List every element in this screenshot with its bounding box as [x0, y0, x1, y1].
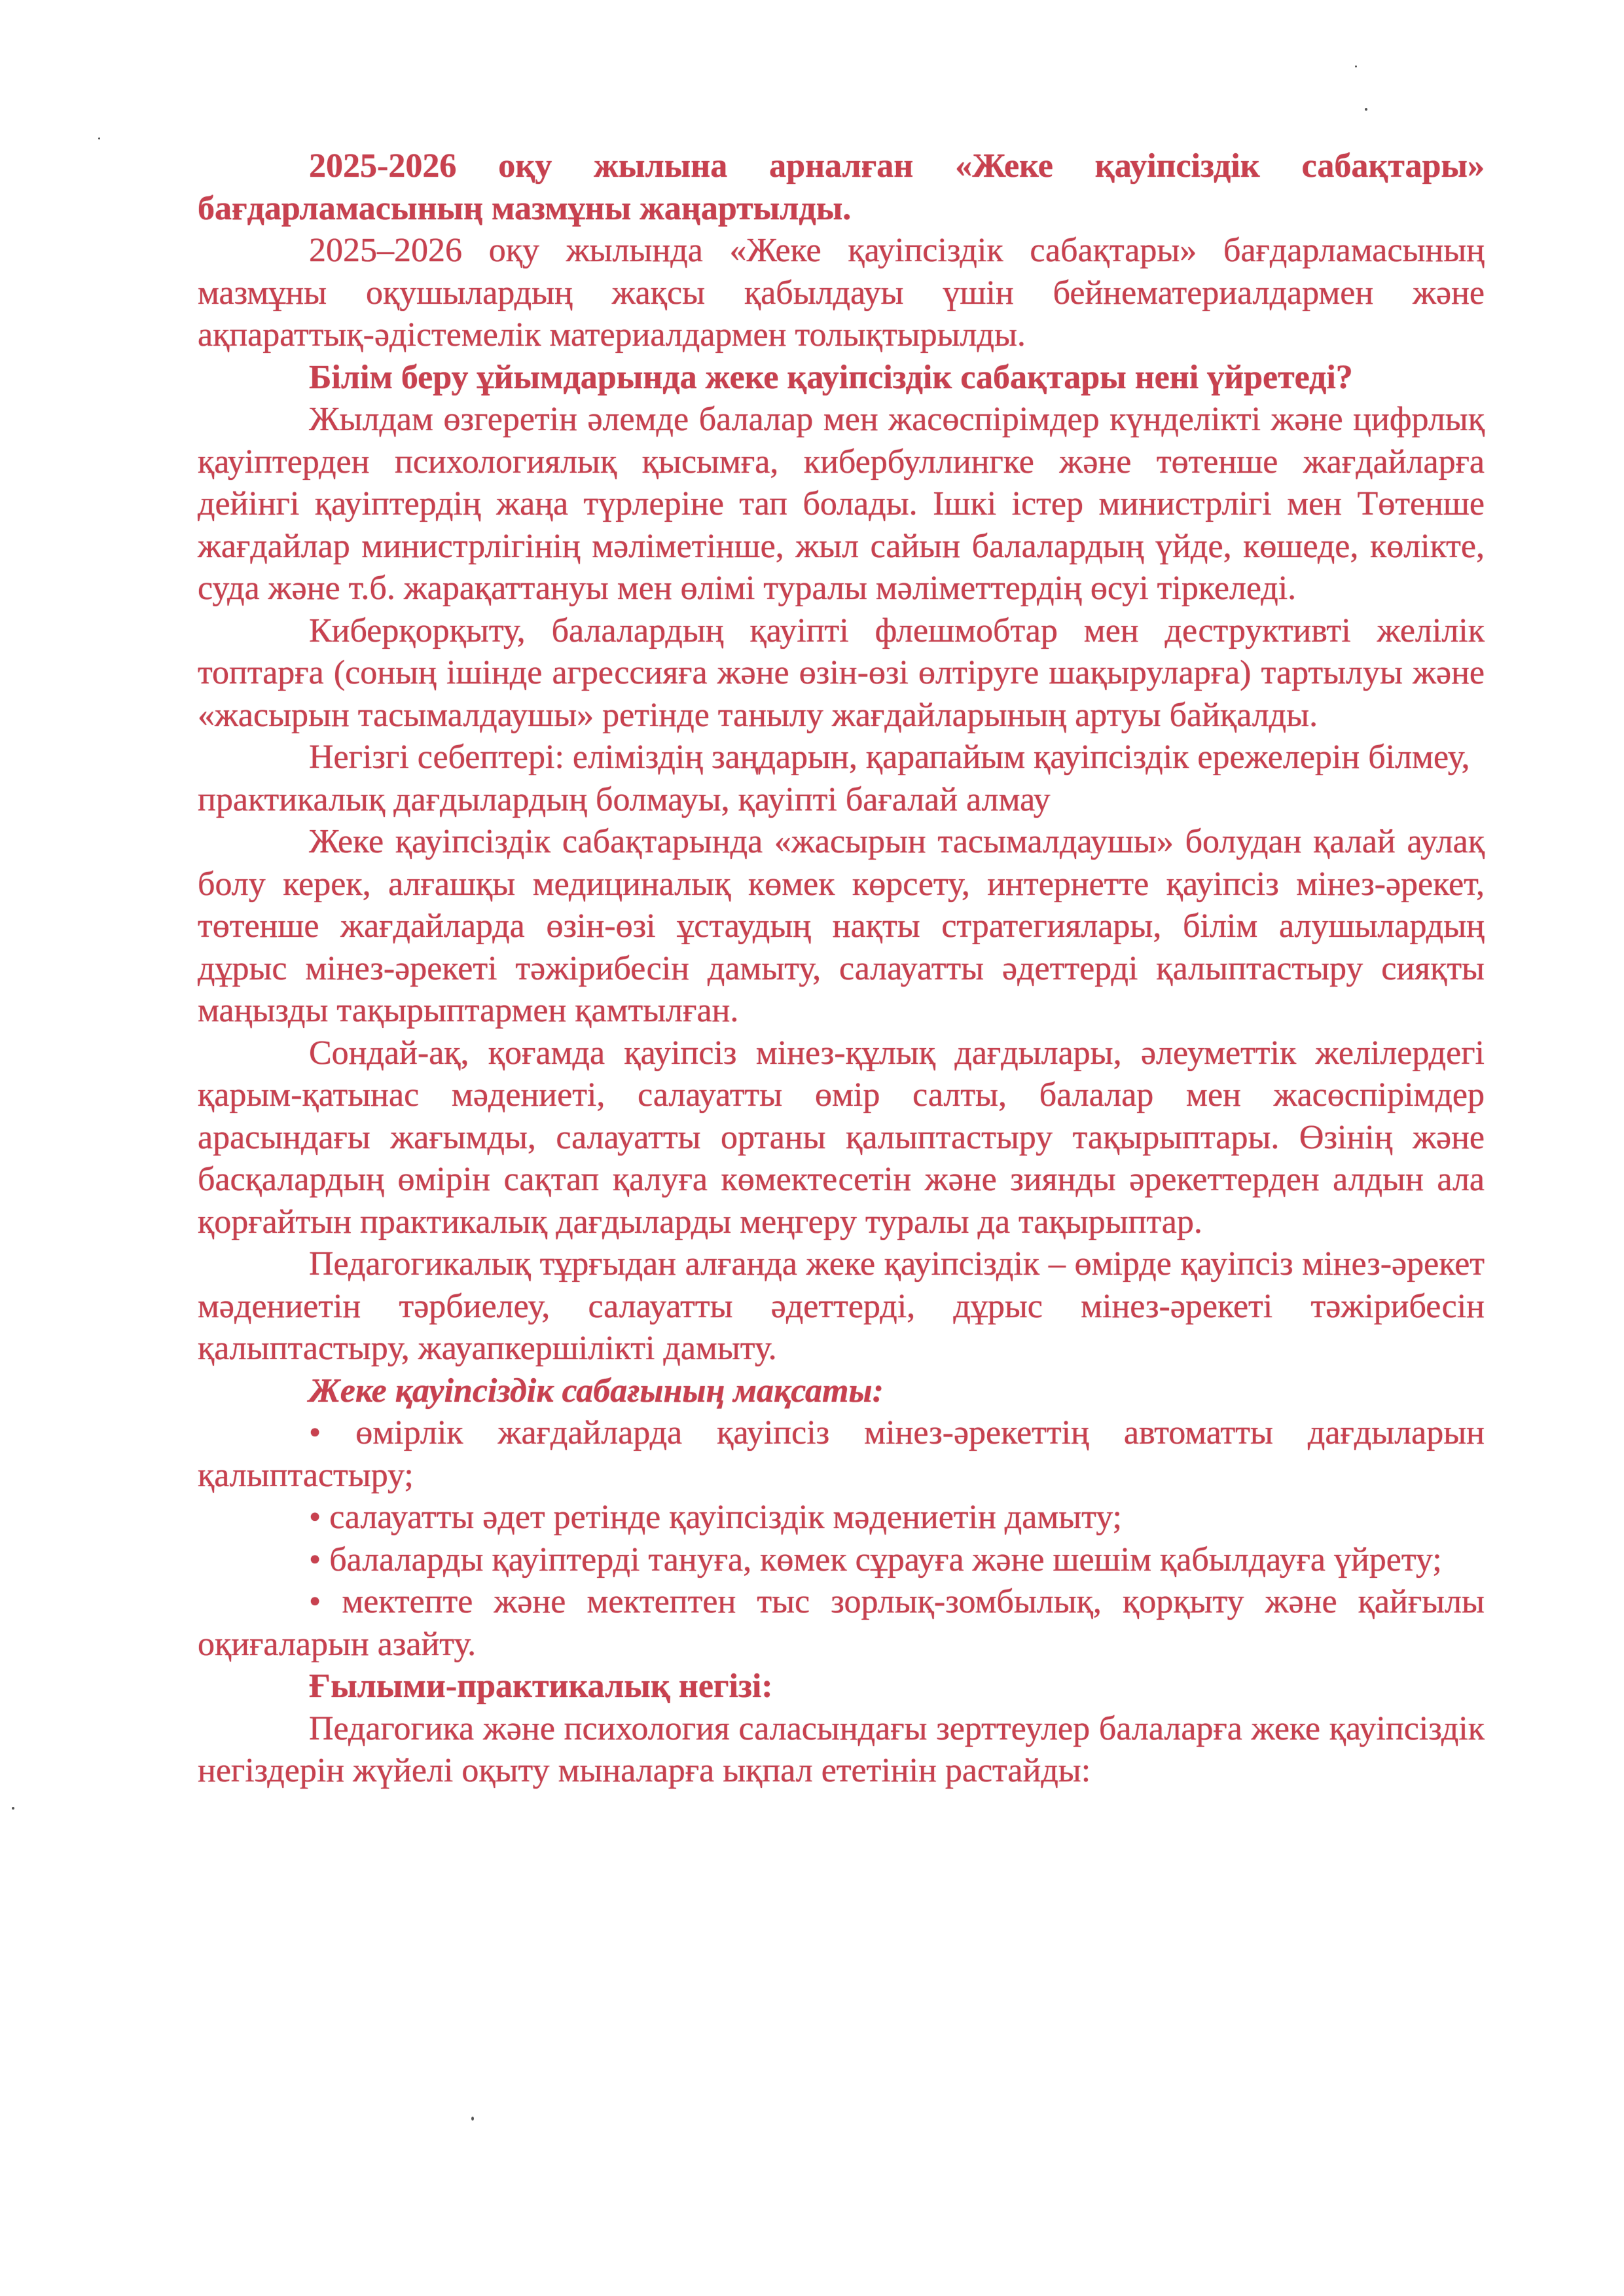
scan-speck — [1355, 65, 1357, 67]
intro-paragraph: 2025–2026 оқу жылында «Жеке қауіпсіздік сабақтары» бағдарламасының мазмұны оқушылардың жақсы қабылдауы үшін бейнематериалдармен және ақпараттық-әдістемелік материалдармен толықтырылды. — [198, 232, 1485, 354]
body-paragraph: Киберқорқыту, балалардың қауіпті флешмобтар мен деструктивті желілік топтарға (соның ішінде агрессияға және өзін-өзі өлтіруге шақыруларға) тартылуы және «жасырын тасымалдаушы» ретінде танылу жағдайларының артуы байқалды. — [198, 611, 1485, 734]
scan-speck — [471, 2117, 474, 2121]
body-paragraph: Жылдам өзгеретін әлемде балалар мен жасөспірімдер күнделікті және цифрлық қауіптерден психологиялық қысымға, кибербуллингке және төтенше жағдайларға дейінгі қауіптердің жаңа түрлеріне тап болады. Ішкі істер министрлігі мен Төтенше жағдайлар министрлігінің мәліметінше, жыл сайын балалардың үйде, көшеде, көлікте, суда және т.б. жарақаттануы мен өлімі туралы мәліметтердің өсуі тіркеледі. — [198, 401, 1485, 607]
basis-heading: Ғылыми-практикалық негізі: — [309, 1667, 773, 1705]
goal-item: • мектепте және мектептен тыс зорлық-зомбылық, қорқыту және қайғылы оқиғаларын азайту. — [198, 1581, 1485, 1666]
document-page — [198, 145, 1485, 1793]
document-title: 2025-2026 оқу жылына арналған «Жеке қауіпсіздік сабақтары» бағдарламасының мазмұны жаңартылды. — [198, 147, 1485, 227]
goals-heading: Жеке қауіпсіздік сабағының мақсаты: — [309, 1372, 884, 1410]
goal-item: • өмірлік жағдайларда қауіпсіз мінез-әрекеттің автоматты дағдыларын қалыптастыру; — [198, 1412, 1485, 1497]
goal-item: • салауатты әдет ретінде қауіпсіздік мәдениетін дамыту; — [198, 1497, 1485, 1539]
section-heading-what-lessons-teach: Білім беру ұйымдарында жеке қауіпсіздік сабақтары нені үйретеді? — [309, 358, 1353, 396]
scan-speck — [1365, 108, 1367, 111]
scan-speck — [98, 137, 100, 139]
basis-paragraph: Педагогика және психология саласындағы зерттеулер балаларға жеке қауіпсіздік негіздерін жүйелі оқыту мыналарға ықпал ететінін растайды: — [198, 1709, 1485, 1789]
body-paragraph: Негізгі себептері: еліміздің заңдарын, қарапайым қауіпсіздік ережелерін білмеу, практикалық дағдылардың болмауы, қауіпті бағалай алмау — [198, 738, 1470, 818]
body-paragraph: Жеке қауіпсіздік сабақтарында «жасырын тасымалдаушы» болудан қалай аулақ болу керек, алғашқы медициналық көмек көрсету, интернетте қауіпсіз мінез-әрекет, төтенше жағдайларда өзін-өзі ұстаудың нақты стратегиялары, білім алушылардың дұрыс мінез-әрекеті тәжірибесін дамыту, салауатты әдеттерді қалыптастыру сияқты маңызды тақырыптармен қамтылған. — [198, 823, 1485, 1029]
body-paragraph: Сондай-ақ, қоғамда қауіпсіз мінез-құлық дағдылары, әлеуметтік желілердегі қарым-қатынас мәдениеті, салауатты өмір салты, балалар мен жасөспірімдер арасындағы жағымды, салауатты ортаны қалыптастыру тақырыптары. Өзінің және басқалардың өмірін сақтап қалуға көмектесетін және зиянды әрекеттерден алдын ала қорғайтын практикалық дағдыларды меңгеру туралы да тақырыптар. — [198, 1034, 1485, 1241]
goal-item: • балаларды қауіптерді тануға, көмек сұрауға және шешім қабылдауға үйрету; — [198, 1539, 1485, 1582]
scan-speck — [12, 1807, 14, 1810]
body-paragraph: Педагогикалық тұрғыдан алғанда жеке қауіпсіздік – өмірде қауіпсіз мінез-әрекет мәдениетін тәрбиелеу, салауатты әдеттерді, дұрыс мінез-әрекеті тәжірибесін қалыптастыру, жауапкершілікті дамыту. — [198, 1245, 1485, 1367]
